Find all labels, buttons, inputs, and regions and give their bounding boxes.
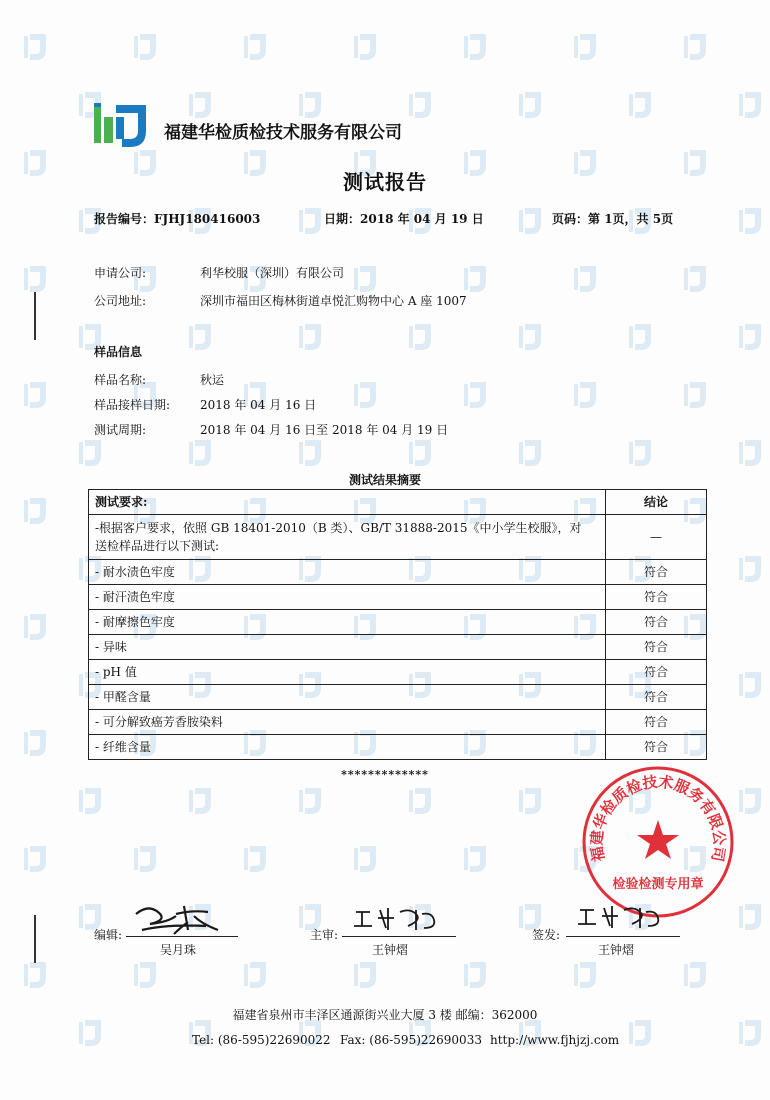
- watermark-icon: [570, 958, 600, 998]
- watermark-icon: [75, 436, 105, 476]
- sample-name: 秋运: [200, 373, 225, 387]
- watermark-icon: [240, 958, 270, 998]
- summary-title: 测试结果摘要: [348, 473, 421, 487]
- stamp-subtext: 检验检测专用章: [612, 877, 704, 892]
- report-number-label: 报告编号：: [94, 212, 155, 226]
- test-result: 符合: [606, 710, 707, 735]
- company-name: 福建华检质检技术服务有限公司: [164, 123, 402, 143]
- table-row: [89, 585, 707, 610]
- report-number: [94, 210, 260, 227]
- test-result: 符合: [606, 560, 707, 585]
- test-result: 符合: [606, 660, 707, 685]
- test-item: - 耐摩擦色牢度: [89, 610, 606, 635]
- watermark-icon: [680, 378, 710, 418]
- watermark-icon: [185, 320, 215, 360]
- results-body: [89, 560, 707, 760]
- watermark-icon: [240, 842, 270, 882]
- report-page-label: 页码：: [552, 212, 589, 226]
- intro-line-2: 送检样品进行以下测试:: [95, 539, 220, 553]
- editor-signature-line: [126, 936, 238, 937]
- watermark-icon: [735, 668, 765, 708]
- watermark-icon: [680, 262, 710, 302]
- report-date-label: 日期：: [324, 212, 361, 226]
- watermark-icon: [735, 552, 765, 592]
- test-period-label: 测试周期:: [94, 423, 147, 437]
- footer-fax: Fax: (86-595)22690033: [340, 1033, 482, 1047]
- watermark-icon: [240, 30, 270, 70]
- sample-name-label: 样品名称:: [94, 373, 147, 387]
- watermark-icon: [20, 958, 50, 998]
- col-conclusion-header: 结论: [606, 490, 707, 515]
- report-page-count: [552, 210, 673, 227]
- watermark-icon: [130, 30, 160, 70]
- watermark-icon: [185, 436, 215, 476]
- watermark-icon: [405, 88, 435, 128]
- editor-label: 编辑:: [94, 928, 123, 942]
- watermark-icon: [405, 784, 435, 824]
- watermark-icon: [515, 320, 545, 360]
- official-stamp-icon: [578, 762, 738, 922]
- watermark-icon: [350, 30, 380, 70]
- test-item: - 耐汗渍色牢度: [89, 585, 606, 610]
- issuer-signature-icon: [574, 902, 666, 932]
- watermark-icon: [20, 610, 50, 650]
- edge-mark-top: [34, 292, 36, 340]
- report-date-value: 2018 年 04 月 19 日: [360, 212, 484, 226]
- footer-tel: Tel: (86-595)22690022: [192, 1033, 331, 1047]
- table-row: [89, 660, 707, 685]
- watermark-icon: [515, 88, 545, 128]
- applicant-address-label: 公司地址:: [94, 294, 147, 308]
- footer-address: 福建省泉州市丰泽区通源街兴业大厦 3 楼 邮编：362000: [232, 1008, 538, 1022]
- table-row: [89, 560, 707, 585]
- test-period: 2018 年 04 月 16 日至 2018 年 04 月 19 日: [200, 423, 449, 437]
- report-title: 测试报告: [343, 170, 427, 194]
- watermark-icon: [460, 378, 490, 418]
- test-item: - 耐水渍色牢度: [89, 560, 606, 585]
- watermark-icon: [20, 378, 50, 418]
- hj-logo-icon: [92, 103, 150, 149]
- report-date: [324, 210, 484, 227]
- test-item: - 纤维含量: [89, 735, 606, 760]
- watermark-icon: [350, 958, 380, 998]
- watermark-icon: [405, 436, 435, 476]
- test-result: 符合: [606, 735, 707, 760]
- watermark-icon: [735, 320, 765, 360]
- report-page-value: 第 1页，共 5页: [588, 212, 674, 226]
- watermark-icon: [405, 320, 435, 360]
- watermark-icon: [735, 900, 765, 940]
- issuer-signature-line: [566, 936, 680, 937]
- applicant-address: 深圳市福田区梅林街道卓悦汇购物中心 A 座 1007: [200, 294, 467, 308]
- report-number-value: FJHJ180416003: [154, 212, 261, 226]
- watermark-icon: [625, 436, 655, 476]
- table-row: [89, 710, 707, 735]
- watermark-icon: [350, 842, 380, 882]
- table-row: [89, 635, 707, 660]
- watermark-icon: [460, 30, 490, 70]
- applicant-name-label: 申请公司:: [94, 266, 147, 280]
- sample-section-title: 样品信息: [94, 345, 143, 359]
- intro-line-1: -根据客户要求，依照 GB 18401-2010（B 类）、GB/T 31888-2015《中小学生校服》，对: [95, 521, 582, 535]
- watermark-icon: [460, 958, 490, 998]
- stamp-text: 福建华检质检技术服务有限公司: [587, 772, 729, 863]
- reviewer-name: 王钟熠: [372, 943, 409, 957]
- test-item: - 异味: [89, 635, 606, 660]
- footer-website-link[interactable]: http://www.fjhjzj.com: [490, 1033, 620, 1047]
- test-item: - 甲醛含量: [89, 685, 606, 710]
- watermark-icon: [20, 494, 50, 534]
- watermark-icon: [735, 88, 765, 128]
- watermark-icon: [680, 30, 710, 70]
- end-of-summary-mark: *************: [341, 768, 429, 781]
- watermark-icon: [515, 436, 545, 476]
- intro-conclusion: —: [606, 515, 707, 560]
- watermark-icon: [295, 320, 325, 360]
- table-row: [89, 610, 707, 635]
- watermark-icon: [295, 784, 325, 824]
- test-result: 符合: [606, 610, 707, 635]
- watermark-icon: [515, 784, 545, 824]
- watermark-icon: [625, 88, 655, 128]
- watermark-icon: [570, 378, 600, 418]
- reviewer-signature-icon: [350, 904, 440, 934]
- reviewer-label: 主审:: [310, 928, 339, 942]
- test-item: - pH 值: [89, 660, 606, 685]
- issuer-name: 王钟熠: [598, 943, 635, 957]
- test-item: - 可分解致癌芳香胺染料: [89, 710, 606, 735]
- watermark-icon: [130, 842, 160, 882]
- watermark-icon: [735, 204, 765, 244]
- table-row: [89, 735, 707, 760]
- results-table: [88, 489, 707, 760]
- watermark-icon: [570, 262, 600, 302]
- watermark-icon: [295, 436, 325, 476]
- table-row: [89, 685, 707, 710]
- watermark-icon: [680, 958, 710, 998]
- watermark-icon: [570, 30, 600, 70]
- watermark-icon: [130, 958, 160, 998]
- test-result: 符合: [606, 585, 707, 610]
- editor-name: 吴月珠: [160, 943, 197, 957]
- sample-received: 2018 年 04 月 16 日: [200, 398, 317, 412]
- test-result: 符合: [606, 685, 707, 710]
- edge-mark-bottom: [34, 915, 36, 963]
- intro-text: [89, 515, 606, 560]
- watermark-icon: [185, 784, 215, 824]
- watermark-icon: [20, 842, 50, 882]
- applicant-name: 利华校服（深圳）有限公司: [200, 266, 345, 280]
- results-intro-row: [89, 515, 707, 560]
- editor-signature-icon: [128, 900, 232, 938]
- watermark-icon: [75, 784, 105, 824]
- results-header-row: [89, 490, 707, 515]
- watermark-icon: [735, 436, 765, 476]
- watermark-icon: [20, 30, 50, 70]
- watermark-icon: [295, 204, 325, 244]
- issuer-label: 签发:: [532, 928, 561, 942]
- reviewer-signature-line: [342, 936, 456, 937]
- watermark-icon: [20, 726, 50, 766]
- sample-received-label: 样品接样日期:: [94, 398, 171, 412]
- col-requirement-header: 测试要求:: [89, 490, 606, 515]
- watermark-icon: [460, 842, 490, 882]
- watermark-icon: [515, 204, 545, 244]
- watermark-icon: [625, 320, 655, 360]
- test-result: 符合: [606, 635, 707, 660]
- watermark-icon: [735, 784, 765, 824]
- watermark-icon: [350, 378, 380, 418]
